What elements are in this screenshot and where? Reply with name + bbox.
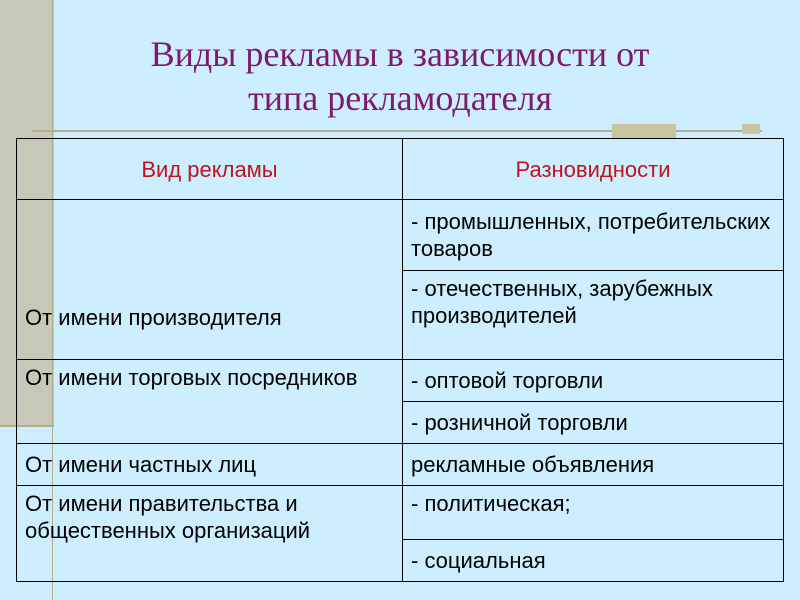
row-type-cell: От имени производителя	[17, 200, 403, 360]
row-type-cell: От имени частных лиц	[17, 444, 403, 486]
row-type-cell: От имени торговых посредников	[17, 360, 403, 444]
variant-cell: - промышленных, потребительских товаров	[403, 200, 784, 271]
table-row	[17, 444, 784, 486]
header-cell-variants: Разновидности	[403, 139, 784, 200]
advertising-types-table	[16, 138, 784, 582]
table-row	[17, 360, 784, 402]
table-row	[17, 486, 784, 540]
variant-cell: - отечественных, зарубежных производителей	[403, 271, 784, 360]
slide-title	[80, 32, 720, 120]
decorative-block	[612, 124, 676, 138]
variant-cell: - розничной торговли	[403, 402, 784, 444]
table-header-row	[17, 139, 784, 200]
decorative-block-small	[742, 124, 760, 134]
variant-cell: - оптовой торговли	[403, 360, 784, 402]
slide-title-line-2: типа рекламодателя	[248, 78, 552, 118]
header-cell-type: Вид рекламы	[17, 139, 403, 200]
variant-cell: рекламные объявления	[403, 444, 784, 486]
row-type-cell: От имени правительства и общественных организаций	[17, 486, 403, 582]
variant-cell: - политическая;	[403, 486, 784, 540]
slide-title-line-1: Виды рекламы в зависимости от	[150, 34, 650, 74]
table-row	[17, 200, 784, 271]
variant-cell: - социальная	[403, 540, 784, 582]
